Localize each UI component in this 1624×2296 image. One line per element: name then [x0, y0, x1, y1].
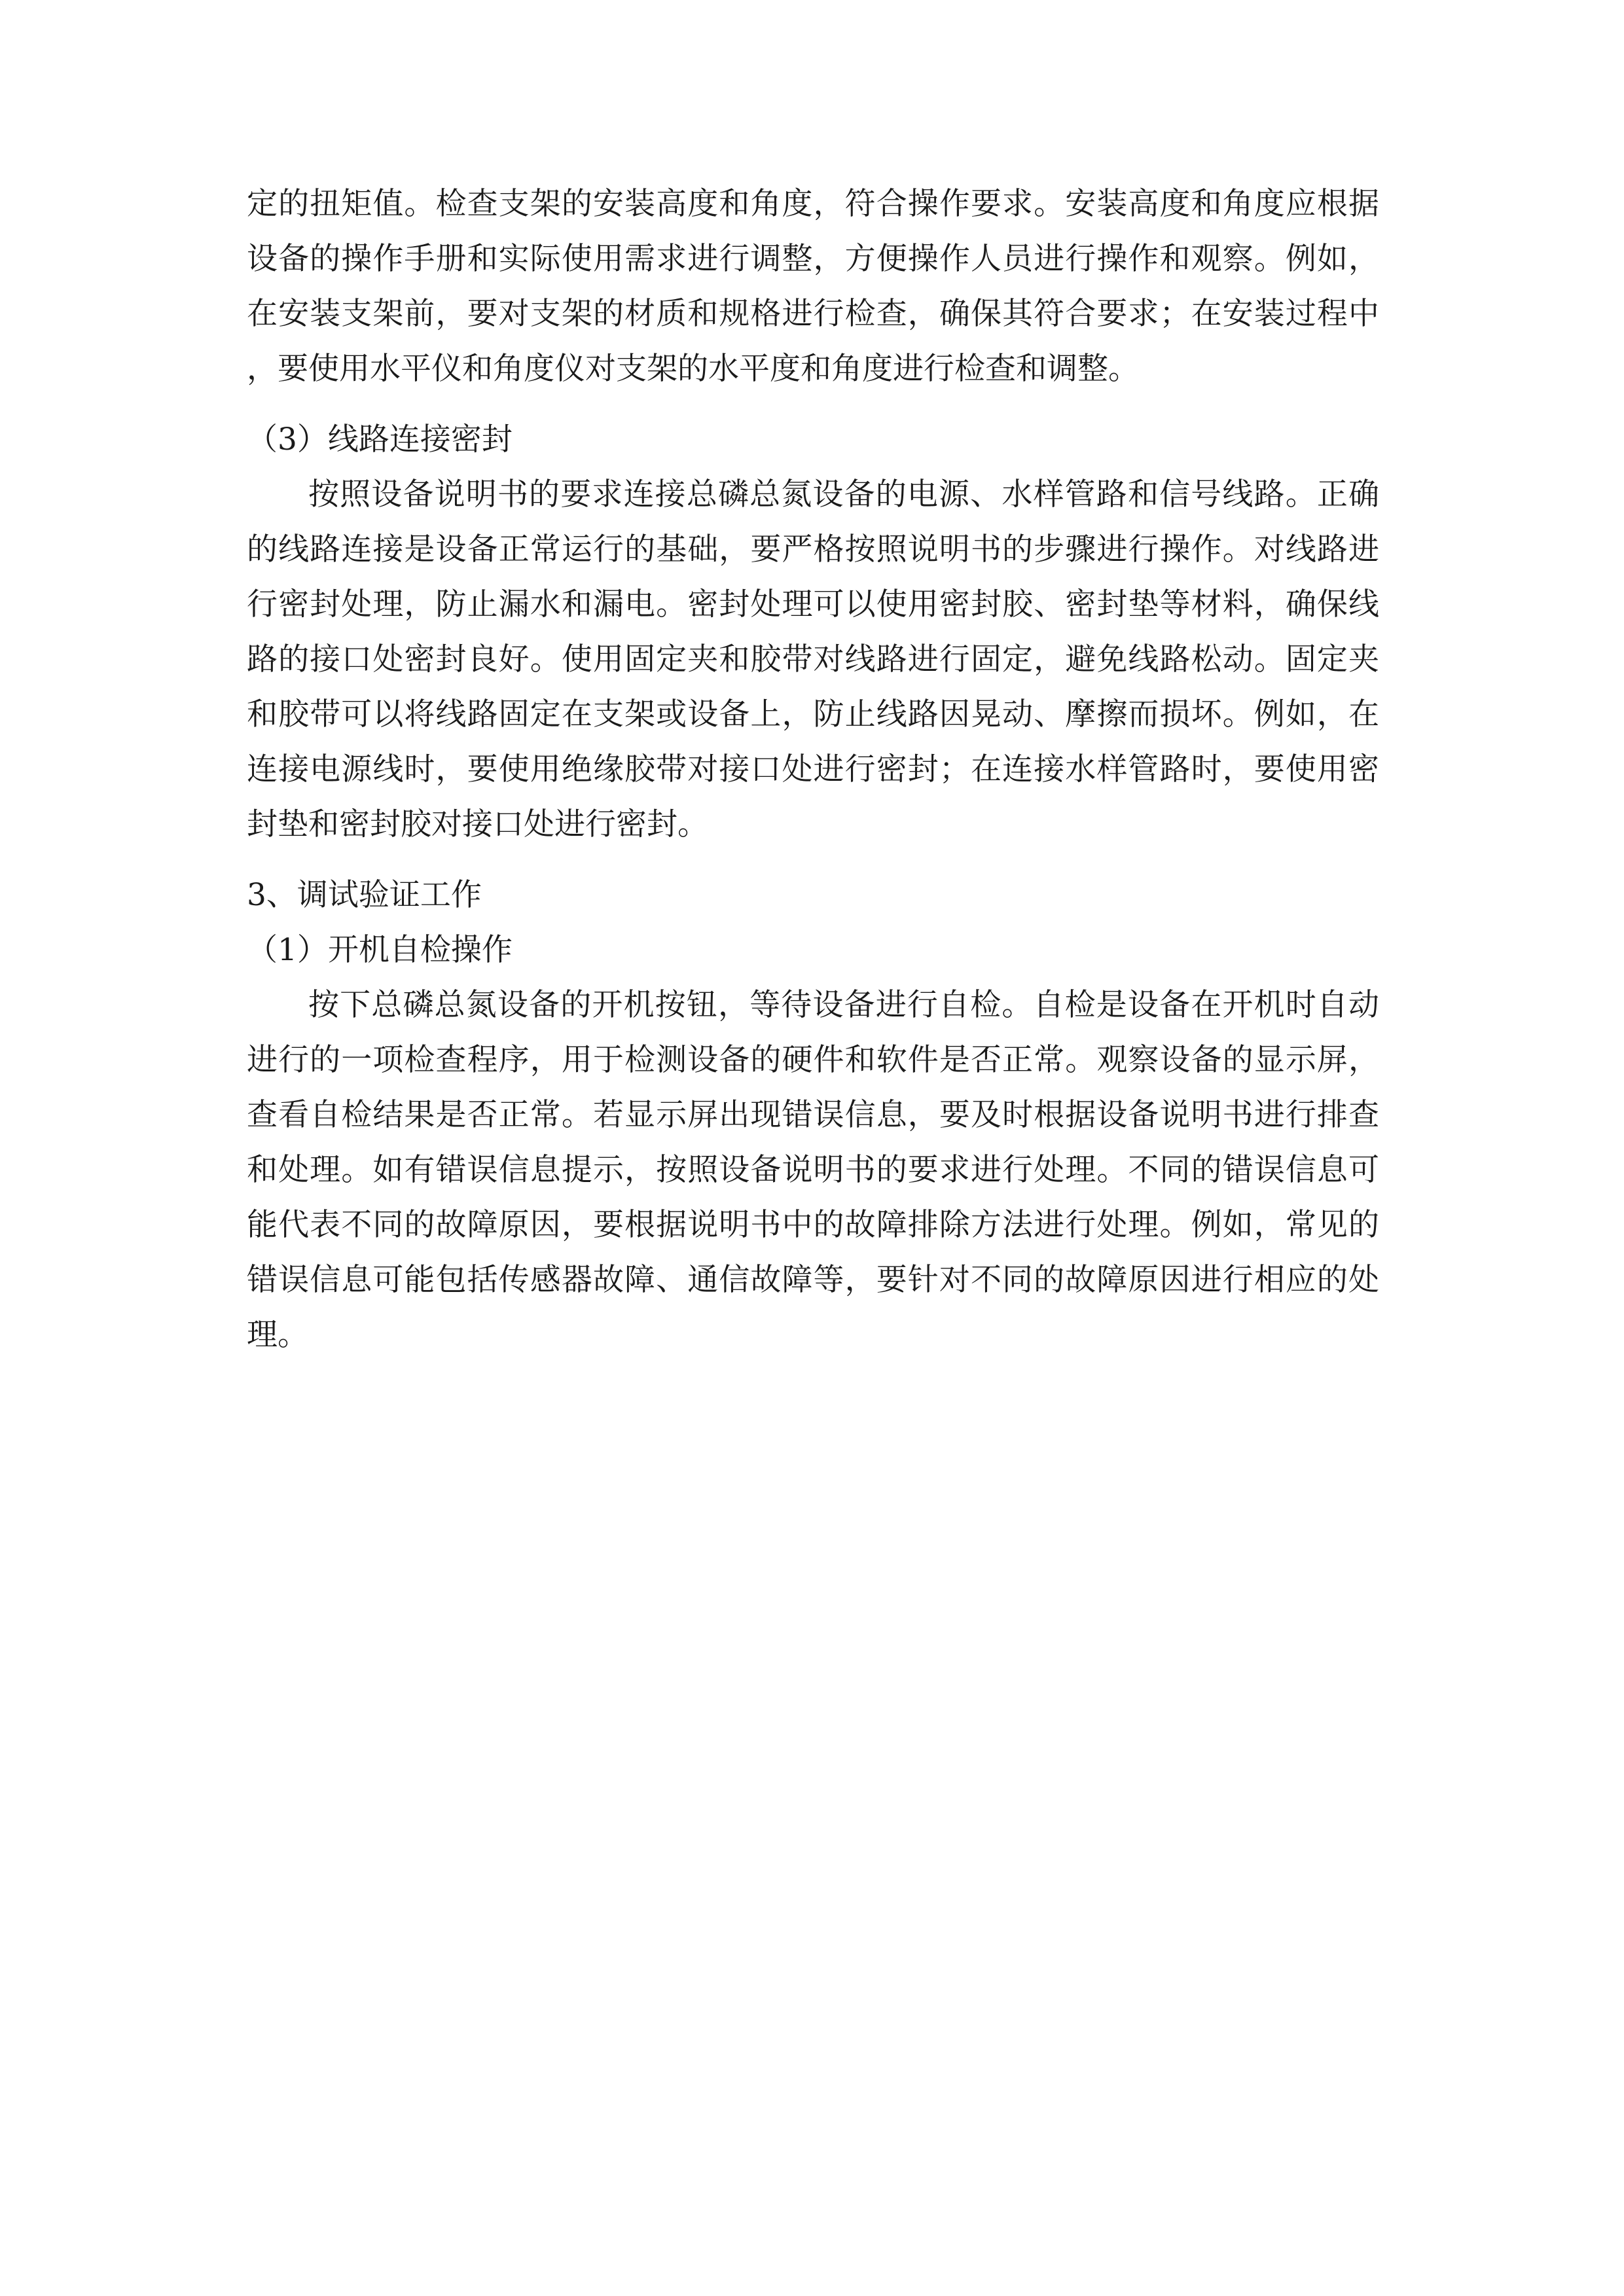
paragraph-power-on-self-check: 按下总磷总氮设备的开机按钮，等待设备进行自检。自检是设备在开机时自动进行的一项检查程序，用于检测设备的硬件和软件是否正常。观察设备的显示屏，查看自检结果是否正常。若显示屏出现错误信息，要及时根据设备说明书进行排查和处理。如有错误信息提示，按照设备说明书的要求进行处理。不同的错误信息可能代表不同的故障原因，要根据说明书中的故障排除方法进行处理。例如，常见的错误信息可能包括传感器故障、通信故障等，要针对不同的故障原因进行相应的处理。 [247, 987, 1379, 1353]
heading-power-on-self-check: （1）开机自检操作 [247, 932, 513, 968]
paragraph-line-connection-sealing: 按照设备说明书的要求连接总磷总氮设备的电源、水样管路和信号线路。正确的线路连接是设备正常运行的基础，要严格按照说明书的步骤进行操作。对线路进行密封处理，防止漏水和漏电。密封处理可以使用密封胶、密封垫等材料，确保线路的接口处密封良好。使用固定夹和胶带对线路进行固定，避免线路松动。固定夹和胶带可以将线路固定在支架或设备上，防止线路因晃动、摩擦而损坏。例如，在连接电源线时，要使用绝缘胶带对接口处进行密封；在连接水样管路时，要使用密封垫和密封胶对接口处进行密封。 [247, 476, 1379, 842]
heading-line-connection-sealing: （3）线路连接密封 [247, 422, 513, 457]
section-heading-debug-verification: 3、调试验证工作 [247, 877, 482, 913]
document-page [247, 177, 1379, 1363]
paragraph-bracket-installation: 定的扭矩值。检查支架的安装高度和角度，符合操作要求。安装高度和角度应根据设备的操作手册和实际使用需求进行调整，方便操作人员进行操作和观察。例如，在安装支架前，要对支架的材质和规格进行检查，确保其符合要求；在安装过程中，要使用水平仪和角度仪对支架的水平度和角度进行检查和调整。 [247, 186, 1379, 387]
